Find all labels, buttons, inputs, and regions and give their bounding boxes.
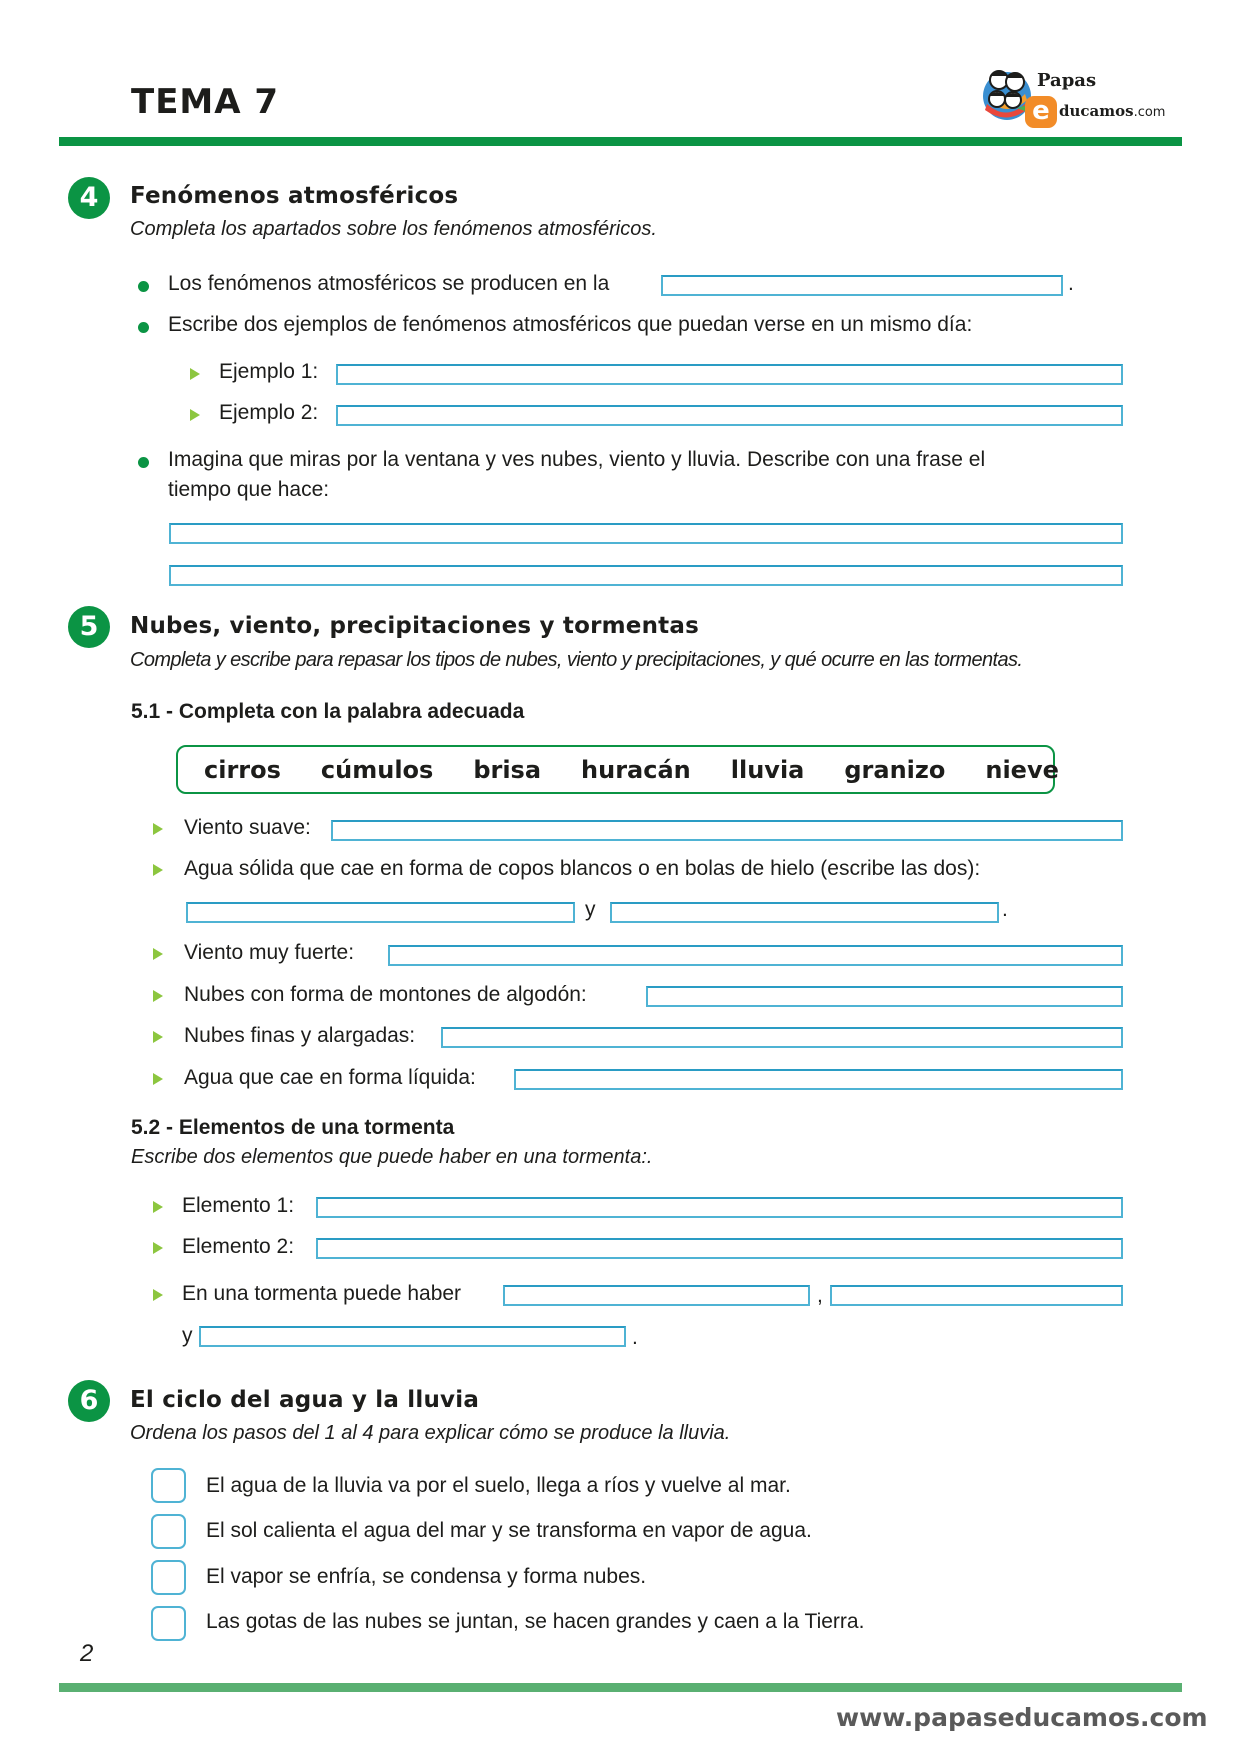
answer-field-gentle-wind[interactable] — [331, 820, 1123, 841]
question-describe-weather-line2: tiempo que hace: — [168, 478, 330, 501]
label-element-1: Elemento 1: — [182, 1194, 295, 1217]
section-number-5: 5 — [68, 606, 110, 648]
arrow-bullet-icon — [153, 864, 163, 876]
step-text: Las gotas de las nubes se juntan, se hacen grandes y caen a la Tierra. — [206, 1610, 865, 1633]
answer-field-liquid-water[interactable] — [514, 1069, 1123, 1090]
example-2-label: Ejemplo 2: — [219, 401, 319, 424]
word-bank-item: cirros — [204, 755, 281, 784]
order-input-step[interactable] — [151, 1468, 186, 1503]
bullet-icon — [138, 457, 149, 468]
answer-field-example-1[interactable] — [336, 364, 1123, 385]
word-bank-item: huracán — [581, 755, 691, 784]
answer-field-element-1[interactable] — [316, 1197, 1123, 1218]
joiner-y: y — [182, 1324, 193, 1347]
answer-field-weather-line-2[interactable] — [169, 565, 1123, 586]
section-5-title: Nubes, viento, precipitaciones y tormentas — [130, 613, 699, 639]
header-divider — [59, 137, 1182, 146]
answer-field-strong-wind[interactable] — [388, 945, 1123, 966]
section-5-subtitle: Completa y escribe para repasar los tipos de nubes, viento y precipitaciones, y qué ocurre en las tormentas. — [130, 649, 1023, 671]
step-text: El agua de la lluvia va por el suelo, llega a ríos y vuelve al mar. — [206, 1474, 791, 1497]
period: . — [1002, 898, 1008, 921]
question-describe-weather-line1: Imagina que miras por la ventana y ves nubes, viento y lluvia. Describe con una frase el — [168, 448, 986, 471]
arrow-bullet-icon — [190, 368, 200, 380]
section-number-4: 4 — [68, 177, 110, 219]
section-6-subtitle: Ordena los pasos del 1 al 4 para explicar cómo se produce la lluvia. — [130, 1422, 731, 1444]
footer-url[interactable]: www.papaseducamos.com — [836, 1703, 1208, 1732]
word-bank-item: granizo — [844, 755, 946, 784]
question-atmosphere-layer: Los fenómenos atmosféricos se producen en la — [168, 272, 610, 295]
answer-field-storm-1[interactable] — [503, 1285, 810, 1306]
logo-text-papas: Papas — [1037, 70, 1097, 91]
arrow-bullet-icon — [153, 1031, 163, 1043]
answer-field-weather-line-1[interactable] — [169, 523, 1123, 544]
word-bank — [176, 745, 1059, 794]
label-element-2: Elemento 2: — [182, 1235, 295, 1258]
arrow-bullet-icon — [153, 1242, 163, 1254]
word-bank-item: lluvia — [730, 755, 805, 784]
period: . — [1068, 272, 1074, 295]
subsection-5-2-heading: 5.2 - Elementos de una tormenta — [131, 1116, 455, 1139]
order-input-step[interactable] — [151, 1514, 186, 1549]
answer-field-atmosphere-layer[interactable] — [661, 275, 1063, 296]
section-4-subtitle: Completa los apartados sobre los fenómenos atmosféricos. — [130, 218, 657, 240]
footer-divider — [59, 1683, 1182, 1692]
label-gentle-wind: Viento suave: — [184, 816, 311, 839]
section-number-6: 6 — [68, 1380, 110, 1422]
section-6-title: El ciclo del agua y la lluvia — [130, 1387, 480, 1413]
order-input-step[interactable] — [151, 1560, 186, 1595]
period: . — [632, 1326, 638, 1349]
page-number: 2 — [80, 1640, 94, 1667]
answer-field-storm-3[interactable] — [199, 1326, 626, 1347]
example-1-label: Ejemplo 1: — [219, 360, 319, 383]
word-bank-item: brisa — [473, 755, 542, 784]
label-liquid-water: Agua que cae en forma líquida: — [184, 1066, 476, 1089]
arrow-bullet-icon — [153, 990, 163, 1002]
answer-field-element-2[interactable] — [316, 1238, 1123, 1259]
answer-field-solid-water-1[interactable] — [186, 902, 575, 923]
answer-field-solid-water-2[interactable] — [610, 902, 999, 923]
answer-field-thin-clouds[interactable] — [441, 1027, 1123, 1048]
answer-field-cotton-clouds[interactable] — [646, 986, 1123, 1007]
answer-field-example-2[interactable] — [336, 405, 1123, 426]
label-cotton-clouds: Nubes con forma de montones de algodón: — [184, 983, 587, 1006]
bullet-icon — [138, 322, 149, 333]
arrow-bullet-icon — [153, 948, 163, 960]
label-thin-clouds: Nubes finas y alargadas: — [184, 1024, 416, 1047]
joiner-y: y — [585, 898, 596, 921]
arrow-bullet-icon — [153, 823, 163, 835]
logo-text-ducamos: ducamos.com — [1059, 102, 1166, 120]
label-solid-water: Agua sólida que cae en forma de copos blancos o en bolas de hielo (escribe las dos): — [184, 857, 981, 880]
comma: , — [817, 1284, 823, 1307]
arrow-bullet-icon — [153, 1073, 163, 1085]
label-storm-can-have: En una tormenta puede haber — [182, 1282, 462, 1305]
answer-field-storm-2[interactable] — [830, 1285, 1123, 1306]
subsection-5-1-heading: 5.1 - Completa con la palabra adecuada — [131, 700, 525, 723]
word-bank-item: cúmulos — [320, 755, 434, 784]
label-strong-wind: Viento muy fuerte: — [184, 941, 355, 964]
bullet-icon — [138, 281, 149, 292]
logo-e-badge: e — [1025, 96, 1057, 128]
papaseducamos-logo — [975, 60, 1185, 130]
page-title: TEMA 7 — [131, 82, 280, 122]
question-examples: Escribe dos ejemplos de fenómenos atmosféricos que puedan verse en un mismo día: — [168, 313, 973, 336]
word-bank-item: nieve — [985, 755, 1059, 784]
step-text: El vapor se enfría, se condensa y forma nubes. — [206, 1565, 647, 1588]
order-input-step[interactable] — [151, 1606, 186, 1641]
arrow-bullet-icon — [153, 1201, 163, 1213]
section-4-title: Fenómenos atmosféricos — [130, 183, 459, 209]
arrow-bullet-icon — [153, 1289, 163, 1301]
step-text: El sol calienta el agua del mar y se transforma en vapor de agua. — [206, 1519, 812, 1542]
subsection-5-2-instruction: Escribe dos elementos que puede haber en una tormenta:. — [131, 1146, 653, 1168]
arrow-bullet-icon — [190, 409, 200, 421]
